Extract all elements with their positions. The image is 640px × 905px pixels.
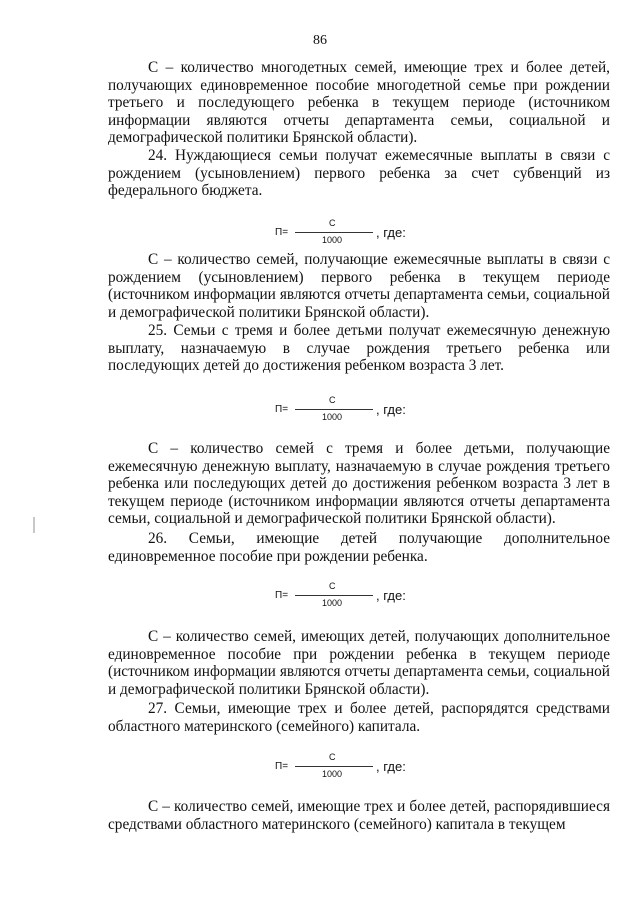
paragraph-item-25: 25. Семьи с тремя и более детьми получат ежемесячную денежную выплату, назначаемую в случае рождения третьего ребенка или последующих детей до достижения ребенком возраста 3 лет.	[108, 322, 610, 375]
paragraph-c-definition-3: С – количество семей с тремя и более детьми, получающие ежемесячную денежную выплату, назначаемую в случае рождения третьего ребенка или последующих детей до достижения ребенком возраста 3 лет в текущем периоде (источником информации являются отчеты департамента семьи, социальной и демографической политики Брянской области).	[108, 440, 610, 528]
formula-suffix: , где:	[376, 759, 406, 774]
formula-3	[275, 581, 435, 611]
fraction-line	[295, 409, 373, 410]
margin-scan-mark	[33, 517, 35, 533]
formula-lhs: П=	[275, 404, 289, 415]
formula-lhs: П=	[275, 761, 289, 772]
formula-suffix: , где:	[376, 225, 406, 240]
formula-denominator: 1000	[322, 598, 343, 608]
formula-lhs: П=	[275, 227, 289, 238]
formula-4	[275, 752, 435, 782]
formula-numerator: С	[329, 395, 336, 405]
paragraph-c-definition-4: С – количество семей, имеющих детей, получающих дополнительное единовременное пособие при рождении ребенка в текущем периоде (источником информации являются отчеты департамента семьи, социальной и демографической политики Брянской области).	[108, 628, 610, 698]
formula-suffix: , где:	[376, 402, 406, 417]
paragraph-c-definition-1: С – количество многодетных семей, имеющие трех и более детей, получающих единовременное пособие многодетной семье при рождении третьего и последующего ребенка в текущем периоде (источником информации являются отчеты департамента семьи, социальной и демографической политики Брянской области).	[108, 59, 610, 147]
paragraph-item-26: 26. Семьи, имеющие детей получающие дополнительное единовременное пособие при рождении ребенка.	[108, 530, 610, 565]
formula-denominator: 1000	[322, 235, 343, 245]
formula-denominator: 1000	[322, 769, 343, 779]
formula-numerator: С	[329, 581, 336, 591]
paragraph-item-24: 24. Нуждающиеся семьи получат ежемесячные выплаты в связи с рождением (усыновлением) первого ребенка за счет субвенций из федерального бюджета.	[108, 147, 610, 200]
fraction-line	[295, 595, 373, 596]
formula-numerator: С	[329, 218, 336, 228]
formula-lhs: П=	[275, 590, 289, 601]
paragraph-c-definition-2: С – количество семей, получающие ежемесячные выплаты в связи с рождением (усыновлением) первого ребенка в текущем периоде (источником информации являются отчеты департамента семьи, социальной и демографической политики Брянской области).	[108, 251, 610, 321]
page-number: 86	[313, 33, 327, 48]
fraction-line	[295, 232, 373, 233]
formula-2	[275, 395, 435, 425]
fraction-line	[295, 766, 373, 767]
formula-suffix: , где:	[376, 588, 406, 603]
formula-denominator: 1000	[322, 412, 343, 422]
paragraph-c-definition-5: С – количество семей, имеющие трех и более детей, распорядившиеся средствами областного материнского (семейного) капитала в текущем	[108, 798, 610, 833]
formula-1	[275, 218, 435, 248]
paragraph-item-27: 27. Семьи, имеющие трех и более детей, распорядятся средствами областного материнского (семейного) капитала.	[108, 700, 610, 735]
formula-numerator: С	[329, 752, 336, 762]
